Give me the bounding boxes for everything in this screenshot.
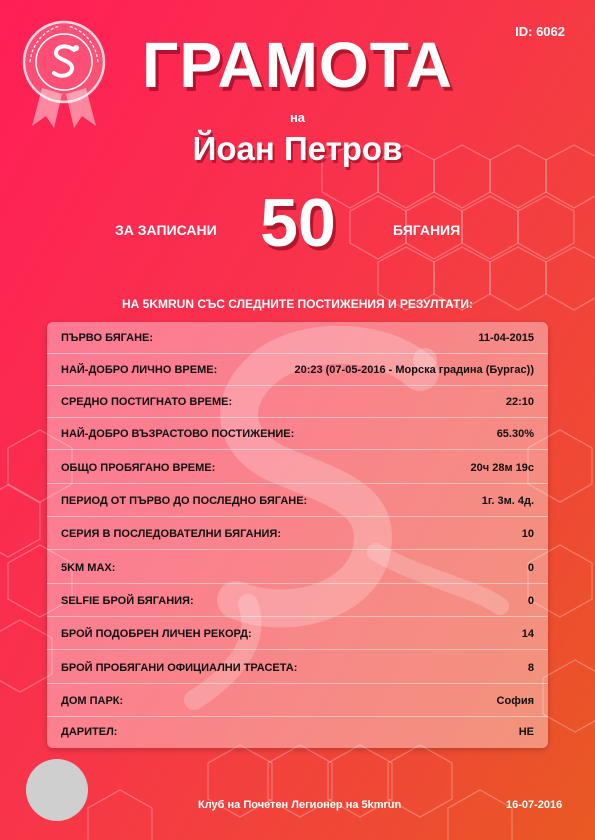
stat-value: 1г. 3м. 4д. — [481, 495, 534, 507]
stat-value: 11-04-2015 — [478, 332, 534, 344]
title-preposition: на — [289, 110, 306, 125]
stat-row-pb-count — [47, 618, 548, 650]
stat-value: 0 — [527, 595, 534, 607]
stat-row-home-park — [47, 685, 548, 717]
stat-value: 22:10 — [505, 396, 534, 408]
stat-label: ДОМ ПАРК: — [61, 695, 124, 707]
stat-row-first-run — [47, 322, 548, 354]
stat-value: София — [496, 695, 534, 707]
stat-row-personal-best — [47, 354, 548, 386]
stat-row-5km-max — [47, 552, 548, 584]
results-table — [47, 322, 548, 748]
stat-label: 5KM MAX: — [61, 562, 116, 574]
footer-date: 16-07-2016 — [506, 799, 563, 811]
certificate-id: ID: 6062 — [515, 24, 565, 39]
stat-label: ПЕРИОД ОТ ПЪРВО ДО ПОСЛЕДНО БЯГАНЕ: — [61, 495, 308, 507]
stat-label: НАЙ-ДОБРО ЛИЧНО ВРЕМЕ: — [61, 364, 218, 376]
avatar — [26, 759, 88, 821]
stat-value: 20:23 (07-05-2016 - Морска градина (Бургас)) — [294, 364, 534, 376]
stat-row-average-time — [47, 386, 548, 418]
stat-row-streak — [47, 518, 548, 550]
certificate-title: ГРАМОТА — [142, 29, 453, 101]
stat-label: ПЪРВО БЯГАНЕ: — [61, 332, 154, 344]
stat-value: НЕ — [518, 726, 534, 738]
stat-row-age-grade — [47, 418, 548, 450]
stat-value: 0 — [527, 562, 534, 574]
stat-value: 65.30% — [496, 428, 534, 440]
stat-row-donor — [47, 716, 548, 748]
stat-label: ОБЩО ПРОБЯГАНО ВРЕМЕ: — [61, 462, 216, 474]
stat-value: 8 — [527, 662, 534, 674]
stat-label: ДАРИТЕЛ: — [61, 726, 118, 738]
stat-value: 20ч 28м 19с — [470, 462, 534, 474]
stat-label: СЕРИЯ В ПОСЛЕДОВАТЕЛНИ БЯГАНИЯ: — [61, 528, 281, 540]
recorded-prefix: ЗА ЗАПИСАНИ — [115, 222, 217, 238]
stat-label: SELFIE БРОЙ БЯГАНИЯ: — [61, 595, 194, 607]
stat-row-period — [47, 485, 548, 517]
stat-label: НАЙ-ДОБРО ВЪЗРАСТОВО ПОСТИЖЕНИЕ: — [61, 428, 295, 440]
recorded-suffix: БЯГАНИЯ — [393, 222, 461, 238]
stat-row-official-courses — [47, 652, 548, 684]
stat-label: СРЕДНО ПОСТИГНАТО ВРЕМЕ: — [61, 396, 233, 408]
stat-row-total-time — [47, 452, 548, 484]
run-count: 50 — [260, 185, 336, 261]
stat-value: 10 — [521, 528, 534, 540]
stat-label: БРОЙ ПОДОБРЕН ЛИЧЕН РЕКОРД: — [61, 628, 252, 640]
runner-name: Йоан Петров — [192, 130, 403, 167]
footer-club-text: Клуб на Почетен Легионер на 5kmrun — [198, 799, 402, 811]
stat-row-selfie-runs — [47, 585, 548, 617]
stat-value: 14 — [521, 628, 534, 640]
results-subtitle: НА 5KMRUN СЪС СЛЕДНИТЕ ПОСТИЖЕНИЯ И РЕЗУЛТАТИ: — [121, 297, 473, 311]
stat-label: БРОЙ ПРОБЯГАНИ ОФИЦИАЛНИ ТРАСЕТА: — [61, 662, 298, 674]
